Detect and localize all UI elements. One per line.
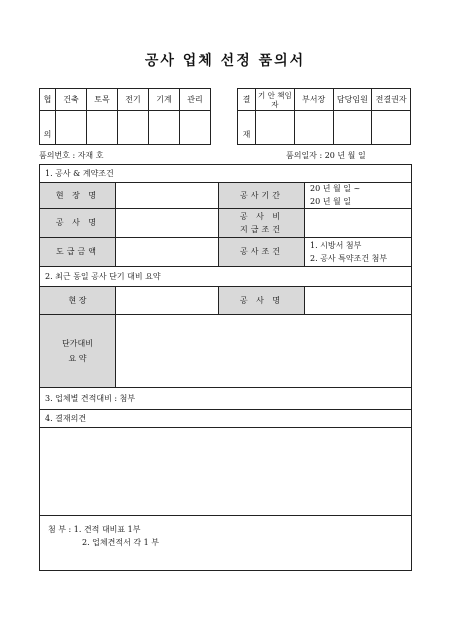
- approval-sign-final[interactable]: [372, 111, 411, 145]
- approval-label-top: 결: [238, 89, 256, 111]
- approval-table: [237, 88, 411, 145]
- recent-site-value[interactable]: [116, 287, 219, 315]
- section3-heading: 3. 업체별 견적대비 : 첨부: [40, 388, 412, 410]
- conditions-line-2: 2. 공사 특약조건 첨부: [310, 253, 388, 263]
- attachments-cell: [40, 516, 412, 571]
- coop-sign-architecture[interactable]: [56, 111, 87, 145]
- approval-sign-drafter[interactable]: [256, 111, 295, 145]
- cooperation-label-bottom: 의: [40, 111, 56, 145]
- approval-sign-dept-head[interactable]: [294, 111, 333, 145]
- work-name-value[interactable]: [116, 209, 219, 238]
- unit-price-summary-label: [40, 315, 116, 388]
- approval-label-bottom: 재: [238, 111, 256, 145]
- recent-site-label: 현 장: [40, 287, 116, 315]
- contract-amount-label: 도급금액: [40, 238, 116, 267]
- summary-label-line-2: 요 약: [68, 353, 87, 363]
- section1-heading: 1. 공사 & 계약조건: [40, 165, 412, 183]
- cooperation-table: [39, 88, 211, 145]
- approval-col-executive: 담당임원: [333, 89, 372, 111]
- period-value[interactable]: [305, 183, 412, 209]
- coop-col-civil: 토목: [87, 89, 118, 111]
- page-title: 공사 업체 선정 품의서: [144, 53, 306, 69]
- recent-work-name-label: 공 사 명: [219, 287, 305, 315]
- payment-terms-value[interactable]: [305, 209, 412, 238]
- coop-sign-civil[interactable]: [87, 111, 118, 145]
- coop-col-electric: 전기: [118, 89, 149, 111]
- approval-col-drafter: 기 안 책임자: [256, 89, 295, 111]
- payment-label-line-2: 지급조건: [240, 224, 283, 234]
- site-name-label: 현 장 명: [40, 183, 116, 209]
- document-number: 품의번호 : 자재 호: [39, 151, 104, 160]
- recent-work-name-value[interactable]: [305, 287, 412, 315]
- coop-col-management: 관리: [180, 89, 211, 111]
- main-form: [39, 164, 412, 571]
- approval-col-final: 전결권자: [372, 89, 411, 111]
- payment-label-line-1: 공 사 비: [239, 211, 284, 221]
- summary-label-line-1: 단가대비: [62, 338, 93, 348]
- approval-opinion-area[interactable]: [40, 428, 412, 516]
- period-line-1: 20 년 월 일 ~: [310, 184, 361, 193]
- document-date: 품의일자 : 20 년 월 일: [286, 151, 366, 160]
- coop-sign-mechanical[interactable]: [149, 111, 180, 145]
- conditions-line-1: 1. 시방서 첨부: [310, 240, 362, 250]
- coop-sign-management[interactable]: [180, 111, 211, 145]
- work-name-label: 공 사 명: [40, 209, 116, 238]
- coop-col-architecture: 건축: [56, 89, 87, 111]
- site-name-value[interactable]: [116, 183, 219, 209]
- section2-heading: 2. 최근 동일 공사 단기 대비 요약: [40, 267, 412, 287]
- payment-terms-label: [219, 209, 305, 238]
- conditions-value[interactable]: [305, 238, 412, 267]
- section4-heading: 4. 결재의견: [40, 410, 412, 428]
- approval-col-dept-head: 부서장: [294, 89, 333, 111]
- approval-sign-executive[interactable]: [333, 111, 372, 145]
- period-label: 공사기간: [219, 183, 305, 209]
- coop-sign-electric[interactable]: [118, 111, 149, 145]
- attachment-line-2: 2. 업체견적서 각 1 부: [82, 538, 159, 547]
- contract-amount-value[interactable]: [116, 238, 219, 267]
- period-line-2: 20 년 월 일: [310, 197, 351, 206]
- coop-col-mechanical: 기계: [149, 89, 180, 111]
- attachment-line-1: 첨 부 : 1. 견적 대비표 1부: [48, 525, 141, 534]
- unit-price-summary-value[interactable]: [116, 315, 412, 388]
- cooperation-label-top: 협: [40, 89, 56, 111]
- conditions-label: 공사조건: [219, 238, 305, 267]
